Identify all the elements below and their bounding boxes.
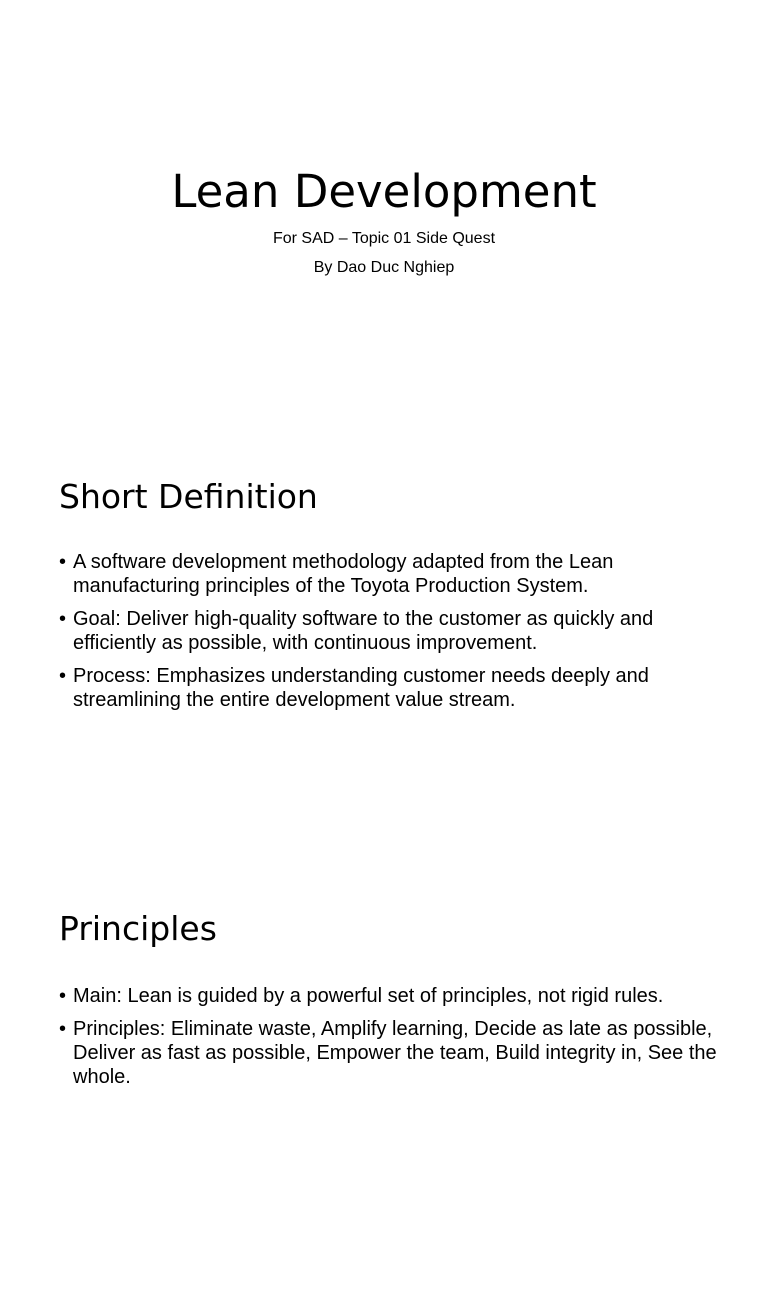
bullet-icon: • — [59, 551, 67, 573]
list-item — [59, 1017, 719, 1089]
bullet-text: A software development methodology adapted from the Lean manufacturing principles of the Toyota Production System. — [73, 551, 614, 597]
definition-slide — [0, 432, 768, 864]
bullet-icon: • — [59, 608, 67, 630]
bullet-text: Main: Lean is guided by a powerful set of principles, not rigid rules. — [73, 985, 664, 1007]
list-item — [59, 664, 719, 712]
list-item — [59, 550, 719, 598]
bullet-icon: • — [59, 985, 67, 1007]
bullet-text: Goal: Deliver high-quality software to the customer as quickly and efficiently as possible, with continuous improvement. — [73, 608, 654, 654]
section-heading-definition: Short Definition — [59, 477, 318, 516]
definition-bullet-list — [59, 550, 719, 721]
bullet-text: Process: Emphasizes understanding customer needs deeply and streamlining the entire development value stream. — [73, 665, 649, 711]
bullet-icon: • — [59, 1018, 67, 1040]
subtitle-topic: For SAD – Topic 01 Side Quest — [272, 230, 496, 247]
subtitle-author: By Dao Duc Nghiep — [313, 259, 455, 276]
title-slide — [0, 0, 768, 432]
bullet-icon: • — [59, 665, 67, 687]
principles-bullet-list — [59, 984, 719, 1098]
section-heading-principles: Principles — [59, 909, 217, 948]
principles-slide — [0, 864, 768, 1296]
bullet-text: Principles: Eliminate waste, Amplify learning, Decide as late as possible, Deliver as fast as possible, Empower the team, Build integrity in, See the whole. — [73, 1018, 717, 1088]
page-title: Lean Development — [171, 165, 597, 218]
list-item — [59, 607, 719, 655]
list-item — [59, 984, 719, 1008]
